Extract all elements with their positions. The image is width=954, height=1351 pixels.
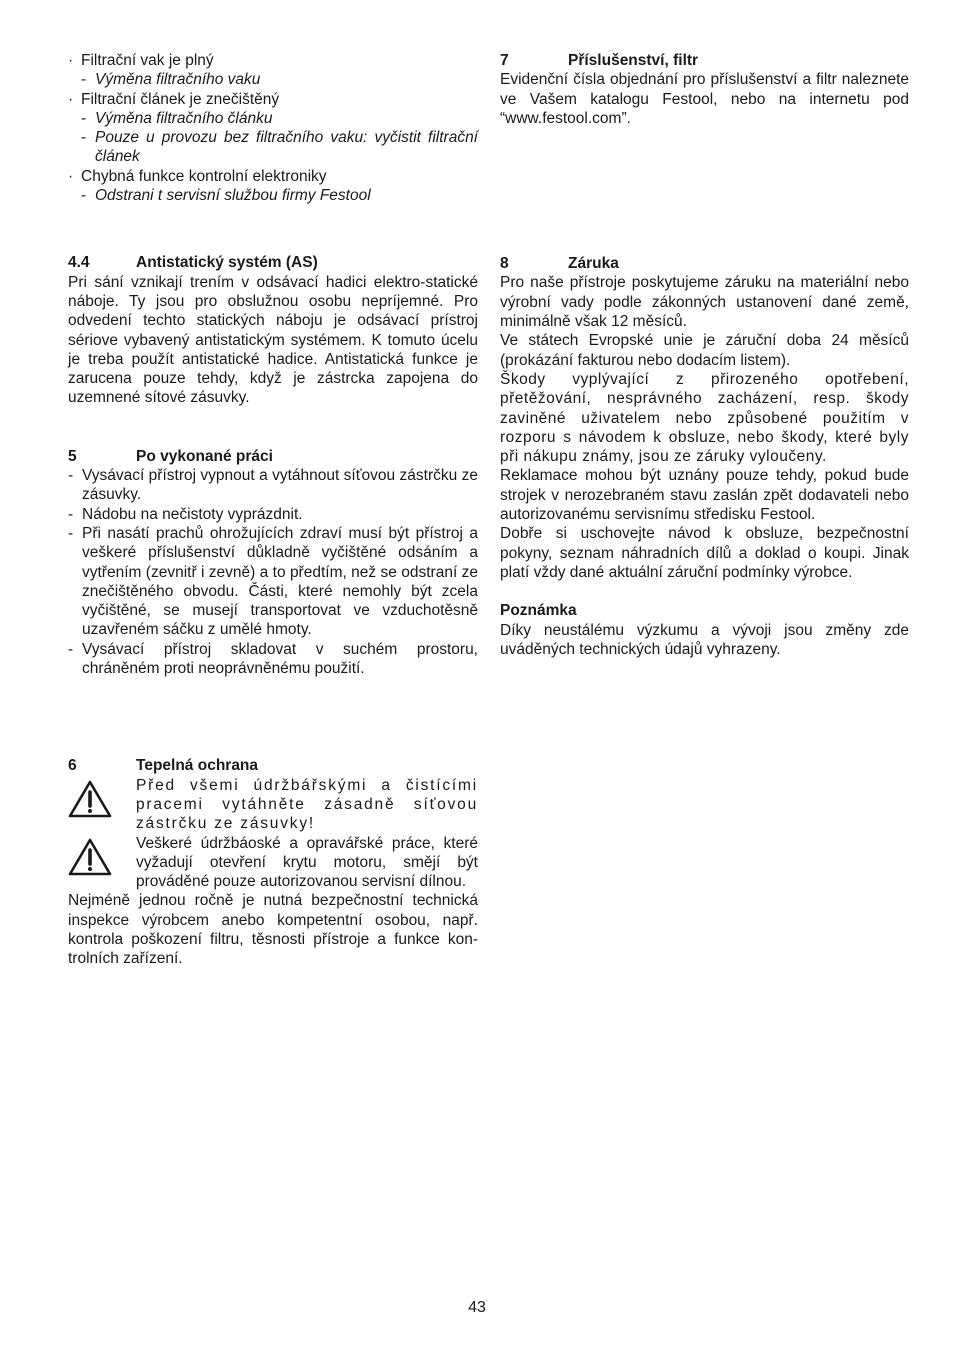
warning-triangle-icon [68,776,136,834]
warranty-paragraph: Škody vyplývající z přirozeného opotřebení, přetěžování, nesprávného zacházení, resp. škody zaviněné uživatelem nebo způsobené použitím v rozporu s návodem k obsluze, nebo škody, které byly při nákupu známy, jsou ze záruky vyloučeny. [500,370,909,466]
page-number: 43 [468,1299,486,1316]
warning-block-2 [68,834,478,892]
section-4-4-body: Pri sání vznikají trením v odsávací hadici elektro-statické náboje. Ty jsou pro obslužnou osobu nepríjemné. Pro odvedení techto statických náboju je odsávací prístroj sériove vybavený antistatickým systémem. K tomuto úcelu je treba použít antistatické hadice. Antistatická funkce je zarucena pouze tehdy, když je zástrcka zapojena do uzemnené sítové zásuvky. [68,273,478,407]
section-title: Tepelná ochrana [136,757,259,775]
list-item: - Nádobu na nečistoty vyprázdnit. [68,505,478,524]
note-body: Díky neustálému výzkumu a vývoji jsou změny zde uváděných technických údajů vyhrazeny. [500,621,909,658]
list-item: - Vysávací přístroj skladovat v suchém prostoru, chráněném proti neoprávněnému použití. [68,640,478,679]
section-5-list [68,466,478,678]
section-4-4-heading [68,253,478,272]
remedy-item: - Výměna filtračního článku [68,109,478,128]
section-8-heading [500,254,909,273]
fault-item: · Filtrační vak je plný [68,51,478,70]
section-5-heading [68,447,478,466]
warning-text-2: Veškeré údržbáoské a opravářské práce, které vyžadují otevření krytu motoru, smějí být prováděné pouze autorizovanou servisní dílnou. [136,834,478,891]
note-title: Poznámka [500,602,577,620]
section-title: Po vykonané práci [136,447,273,465]
warranty-paragraph: Ve státech Evropské unie je záruční doba 24 měsíců (prokázání fakturou nebo dodacím listem). [500,332,909,369]
section-number: 5 [68,447,77,465]
warranty-paragraph: Pro naše přístroje poskytujeme záruku na materiální nebo výrobní vady podle zákonných ustanovení dané země, minimálně však 12 měsíců. [500,274,909,331]
list-item: - Vysávací přístroj vypnout a vytáhnout síťovou zástrčku ze zásuvky. [68,466,478,505]
section-title: Záruka [568,255,619,273]
fault-item: · Filtrační článek je znečištěný [68,90,478,109]
right-column [500,51,909,659]
section-number: 6 [68,757,77,775]
section-6-heading [68,756,478,775]
warning-triangle-icon [68,834,136,892]
remedy-item: - Odstrani t servisní službou firmy Festool [68,186,478,205]
fault-list [68,51,478,205]
section-number: 4.4 [68,254,90,272]
section-7-body: Evidenční čísla objednání pro příslušenství a filtr naleznete ve Vašem katalogu Festool, nebo na internetu pod “www.festool.com”. [500,71,909,127]
remedy-item: - Výměna filtračního vaku [68,70,478,89]
section-title: Antistatický systém (AS) [136,254,318,272]
remedy-item: - Pouze u provozu bez filtračního vaku: vyčistit filtrační článek [68,128,478,167]
fault-item: · Chybná funkce kontrolní elektroniky [68,167,478,186]
warranty-paragraph: Reklamace mohou být uznány pouze tehdy, pokud bude strojek v nerozebraném stavu zaslán zpět dodavateli nebo autorizovanému servisnímu středisku Festool. [500,467,909,524]
warning-text-1: Před všemi údržbářskými a čistícími pracemi vytáhněte zásadně síťovou zástrčku ze zásuvky! [136,776,478,833]
warranty-paragraph: Dobře si uschovejte návod k obsluze, bezpečnostní pokyny, seznam náhradních dílů a doklad o koupi. Jinak platí vždy dané aktuální záruční podmínky výrobce. [500,525,909,581]
section-6-body: Nejméně jednou ročně je nutná bezpečnostní technická inspekce výrobcem anebo kompetentní osobou, např. kontrola poškození filtru, těsnosti přístroje a funkce kon-trolních zařízení. [68,892,478,968]
section-number: 8 [500,255,509,273]
section-7-heading [500,51,909,70]
section-number: 7 [500,52,509,69]
list-item: - Při nasátí prachů ohrožujících zdraví musí být přístroj a veškeré příslušenství důkladně vyčištěné odsáním a vytřením (zevnitř i zevně) a to předtím, než se odstraní ze znečištěného obvodu. Části, které nemohly být zcela vyčištěné, se musejí transportovat ve vzduchotěsně uzavřeném sáčku z umělé hmoty. [68,524,478,640]
warning-block-1 [68,776,478,834]
section-title: Příslušenství, filtr [568,52,699,69]
left-column [68,51,478,969]
